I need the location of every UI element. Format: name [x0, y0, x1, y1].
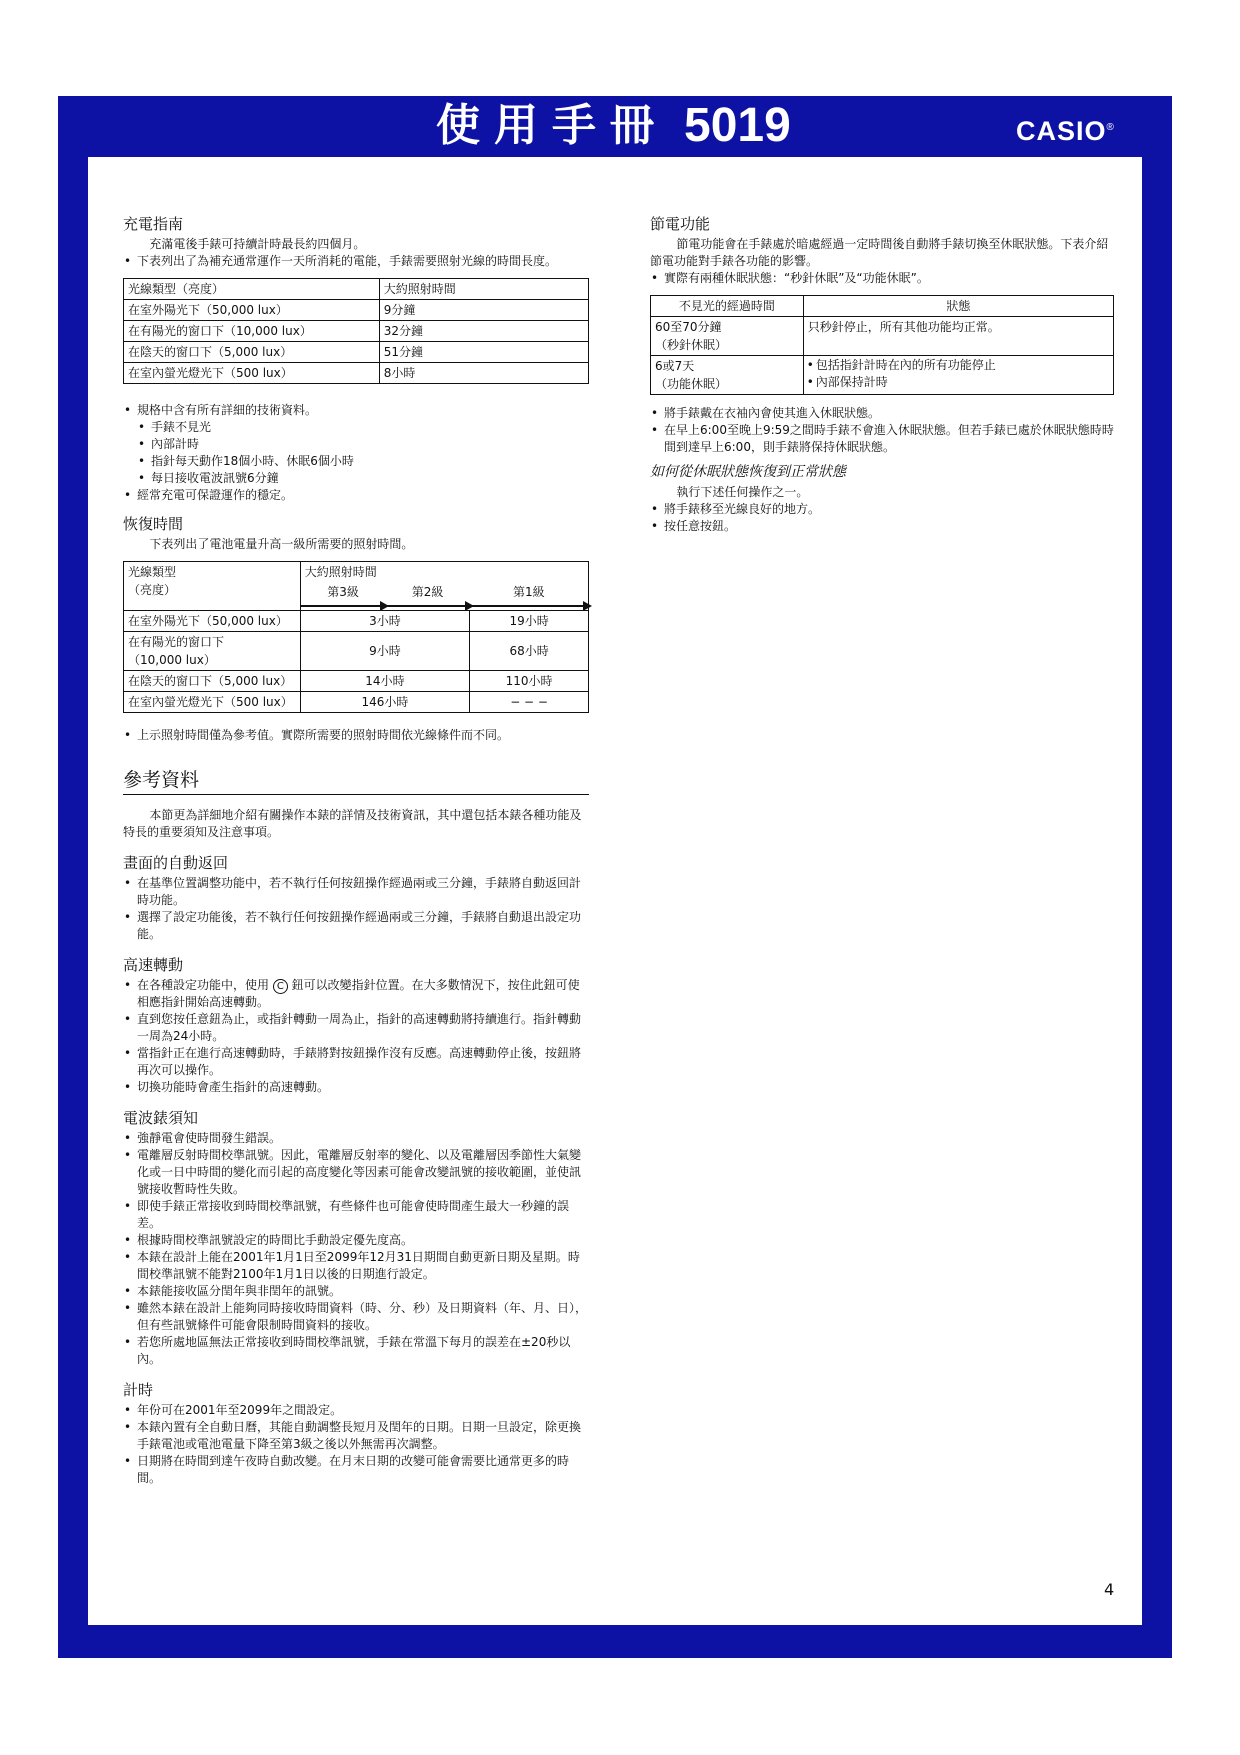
table-cell: − − −	[470, 692, 589, 713]
table-cell	[124, 632, 301, 671]
stable-bullets	[123, 487, 589, 504]
fast-move-heading: 高速轉動	[123, 956, 184, 974]
list-item: • 年份可在2001年至2099年之間設定。	[123, 1402, 589, 1419]
table-cell	[651, 356, 804, 395]
list-item: • 規格中含有所有詳細的技術資料。	[123, 402, 589, 419]
list-item: • 指針每天動作18個小時、休眠6個小時	[137, 453, 589, 470]
table-header: 光線類型（亮度）	[124, 279, 380, 300]
charge-table	[123, 278, 589, 384]
table-header-row	[651, 296, 1114, 317]
row-sublabel: （10,000 lux）	[128, 653, 216, 667]
page-number: 4	[1104, 1580, 1115, 1599]
recover-intro: 執行下述任何操作之一。	[676, 485, 809, 499]
recover-heading: 如何從休眠狀態恢復到正常狀態	[650, 464, 846, 480]
list-item: • 內部計時	[137, 436, 589, 453]
list-item: • 內部保持計時	[806, 374, 1109, 391]
level-3-header	[300, 582, 385, 611]
list-item	[123, 977, 589, 1011]
table-row	[651, 356, 1114, 395]
registered-mark-icon: ®	[1106, 122, 1115, 133]
elapsed-time: 60至70分鐘	[655, 320, 722, 334]
radio-bullets	[123, 1130, 589, 1368]
table-cell: 68小時	[470, 632, 589, 671]
table-cell: 8小時	[379, 363, 588, 384]
reference-heading: 參考資料	[123, 769, 200, 791]
list-item: • 即使手錶正常接收到時間校準訊號，有些條件也可能會使時間產生最大一秒鐘的誤差。	[123, 1198, 589, 1232]
list-item: • 手錶不見光	[137, 419, 589, 436]
list-item: • 將手錶移至光線良好的地方。	[650, 501, 1114, 518]
table-header-row	[124, 279, 589, 300]
table-cell: 14小時	[300, 671, 470, 692]
model-number: 5019	[684, 99, 791, 152]
recovery-intro: 下表列出了電池電量升高一級所需要的照射時間。	[149, 537, 414, 551]
light-type-label: 光線類型	[128, 565, 177, 579]
list-item: • 按任意按鈕。	[650, 518, 1114, 535]
table-header-row	[124, 562, 589, 583]
brightness-label: （亮度）	[128, 583, 177, 597]
auto-return-heading: 畫面的自動返回	[123, 854, 229, 872]
sleep-type: （秒針休眠）	[655, 338, 728, 352]
table-cell: 32分鐘	[379, 321, 588, 342]
table-header: 大約照射時間	[300, 562, 588, 583]
arrow-right-icon	[301, 605, 388, 607]
right-column	[650, 214, 1114, 535]
list-item: • 在基準位置調整功能中，若不執行任何按鈕操作經過兩或三分鐘，手錶將自動返回計時功能。	[123, 875, 589, 909]
bullet-text: 在各種設定功能中，使用	[137, 978, 270, 992]
power-save-table	[650, 295, 1114, 395]
elapsed-time: 6或7天	[655, 359, 695, 373]
list-item: • 若您所處地區無法正常接收到時間校準訊號，手錶在常溫下每月的誤差在±20秒以內。	[123, 1334, 589, 1368]
list-item: • 強靜電會使時間發生錯誤。	[123, 1130, 589, 1147]
level-2-header	[385, 582, 469, 611]
recovery-note	[123, 727, 589, 744]
table-cell: 在室外陽光下（50,000 lux）	[124, 611, 301, 632]
charge-intro: 充滿電後手錶可持續計時最長約四個月。	[149, 237, 366, 251]
table-cell: 只秒針停止，所有其他功能均正常。	[803, 317, 1113, 356]
table-cell: 在有陽光的窗口下（10,000 lux）	[124, 321, 380, 342]
table-cell: 在室外陽光下（50,000 lux）	[124, 300, 380, 321]
power-save-heading: 節電功能	[650, 215, 711, 233]
table-cell: 在室內螢光燈光下（500 lux）	[124, 692, 301, 713]
level-label: 第2級	[411, 585, 444, 599]
table-cell: 51分鐘	[379, 342, 588, 363]
spec-bullets	[123, 402, 589, 419]
list-item: • 經常充電可保證運作的穩定。	[123, 487, 589, 504]
sleep-type: （功能休眠）	[655, 377, 728, 391]
list-item: • 每日接收電波訊號6分鐘	[137, 470, 589, 487]
level-label: 第3級	[327, 585, 359, 599]
fast-move-bullets	[123, 977, 589, 1096]
table-row	[651, 317, 1114, 356]
button-c-icon: C	[273, 979, 288, 994]
section-divider	[123, 794, 589, 795]
power-save-notes	[650, 405, 1114, 456]
list-item: • 實際有兩種休眠狀態：“秒針休眠”及“功能休眠”。	[650, 270, 1114, 287]
list-item: • 日期將在時間到達午夜時自動改變。在月末日期的改變可能會需要比通常更多的時間。	[123, 1453, 589, 1487]
table-cell: 在陰天的窗口下（5,000 lux）	[124, 671, 301, 692]
list-item: • 切換功能時會產生指針的高速轉動。	[123, 1079, 589, 1096]
list-item: • 包括指針計時在內的所有功能停止	[806, 357, 1109, 374]
state-list	[806, 357, 1109, 391]
row-label: 在有陽光的窗口下	[128, 635, 225, 649]
table-row	[124, 363, 589, 384]
list-item: • 雖然本錶在設計上能夠同時接收時間資料（時、分、秒）及日期資料（年、月、日），但有些訊號條件可能會限制時間資料的接收。	[123, 1300, 589, 1334]
arrow-right-icon	[470, 605, 590, 607]
timekeeping-bullets	[123, 1402, 589, 1487]
list-item: • 上示照射時間僅為參考值。實際所需要的照射時間依光線條件而不同。	[123, 727, 589, 744]
table-cell: 在陰天的窗口下（5,000 lux）	[124, 342, 380, 363]
table-cell: 在室內螢光燈光下（500 lux）	[124, 363, 380, 384]
table-header: 大約照射時間	[379, 279, 588, 300]
left-column	[123, 214, 589, 1487]
reference-intro: 本節更為詳細地介紹有關操作本錶的詳情及技術資訊，其中還包括本錶各種功能及特長的重要須知及注意事項。	[123, 808, 582, 839]
recover-bullets	[650, 501, 1114, 535]
casio-logo	[1016, 116, 1115, 147]
table-row	[124, 671, 589, 692]
table-cell: 19小時	[470, 611, 589, 632]
table-cell	[803, 356, 1113, 395]
charge-bullet: • 下表列出了為補充通常運作一天所消耗的電能，手錶需要照射光線的時間長度。	[123, 253, 589, 270]
table-header: 狀態	[803, 296, 1113, 317]
casio-logo-text: CASIO	[1016, 116, 1107, 146]
list-item: • 電離層反射時間校準訊號。因此，電離層反射率的變化、以及電離層因季節性大氣變化或一日中時間的變化而引起的高度變化等因素可能會改變訊號的接收範圍，並使訊號接收暫時性失敗。	[123, 1147, 589, 1198]
list-item: • 本錶能接收區分閏年與非閏年的訊號。	[123, 1283, 589, 1300]
list-item: • 根據時間校準訊號設定的時間比手動設定優先度高。	[123, 1232, 589, 1249]
power-save-bullets	[650, 270, 1114, 287]
charge-heading: 充電指南	[123, 215, 184, 233]
power-save-intro: 節電功能會在手錶處於暗處經過一定時間後自動將手錶切換至休眠狀態。下表介紹節電功能對手錶各功能的影響。	[650, 237, 1109, 268]
table-row	[124, 692, 589, 713]
table-row	[124, 300, 589, 321]
recovery-heading: 恢復時間	[123, 515, 184, 533]
table-row	[124, 611, 589, 632]
bullet-text: 鈕可以改變指針位置。在大多數情況下，按住此鈕可使相應指針開始高速轉動。	[137, 978, 580, 1009]
timekeeping-heading: 計時	[123, 1381, 154, 1399]
list-item: • 在早上6:00至晚上9:59之間時手錶不會進入休眠狀態。但若手錶已處於休眠狀態時時間到達早上6:00，則手錶將保持休眠狀態。	[650, 422, 1114, 456]
table-cell: 3小時	[300, 611, 470, 632]
list-item: • 本錶在設計上能在2001年1月1日至2099年12月31日期間自動更新日期及星期。時間校準訊號不能對2100年1月1日以後的日期進行設定。	[123, 1249, 589, 1283]
spec-sub-bullets	[123, 419, 589, 487]
arrow-right-icon	[385, 605, 471, 607]
table-cell: 9小時	[300, 632, 470, 671]
level-1-header	[470, 582, 589, 611]
list-item: • 選擇了設定功能後，若不執行任何按鈕操作經過兩或三分鐘，手錶將自動退出設定功能。	[123, 909, 589, 943]
auto-return-bullets	[123, 875, 589, 943]
table-cell: 110小時	[470, 671, 589, 692]
level-label: 第1級	[513, 585, 545, 599]
manual-title: 使用手冊	[436, 100, 668, 151]
table-header: 不見光的經過時間	[651, 296, 804, 317]
recovery-table	[123, 561, 589, 713]
table-row	[124, 342, 589, 363]
list-item: • 本錶內置有全自動日曆，其能自動調整長短月及閏年的日期。日期一旦設定，除更換手錶電池或電池電量下降至第3級之後以外無需再次調整。	[123, 1419, 589, 1453]
table-row	[124, 321, 589, 342]
charge-bullets	[123, 253, 589, 270]
list-item: • 直到您按任意鈕為止，或指針轉動一周為止，指針的高速轉動將持續進行。指針轉動一周為24小時。	[123, 1011, 589, 1045]
radio-heading: 電波錶須知	[123, 1109, 199, 1127]
table-header	[124, 562, 301, 611]
table-cell: 146小時	[300, 692, 470, 713]
list-item: • 當指針正在進行高速轉動時，手錶將對按鈕操作沒有反應。高速轉動停止後，按鈕將再次可以操作。	[123, 1045, 589, 1079]
table-row	[124, 632, 589, 671]
table-cell	[651, 317, 804, 356]
list-item: • 將手錶戴在衣袖內會使其進入休眠狀態。	[650, 405, 1114, 422]
table-cell: 9分鐘	[379, 300, 588, 321]
